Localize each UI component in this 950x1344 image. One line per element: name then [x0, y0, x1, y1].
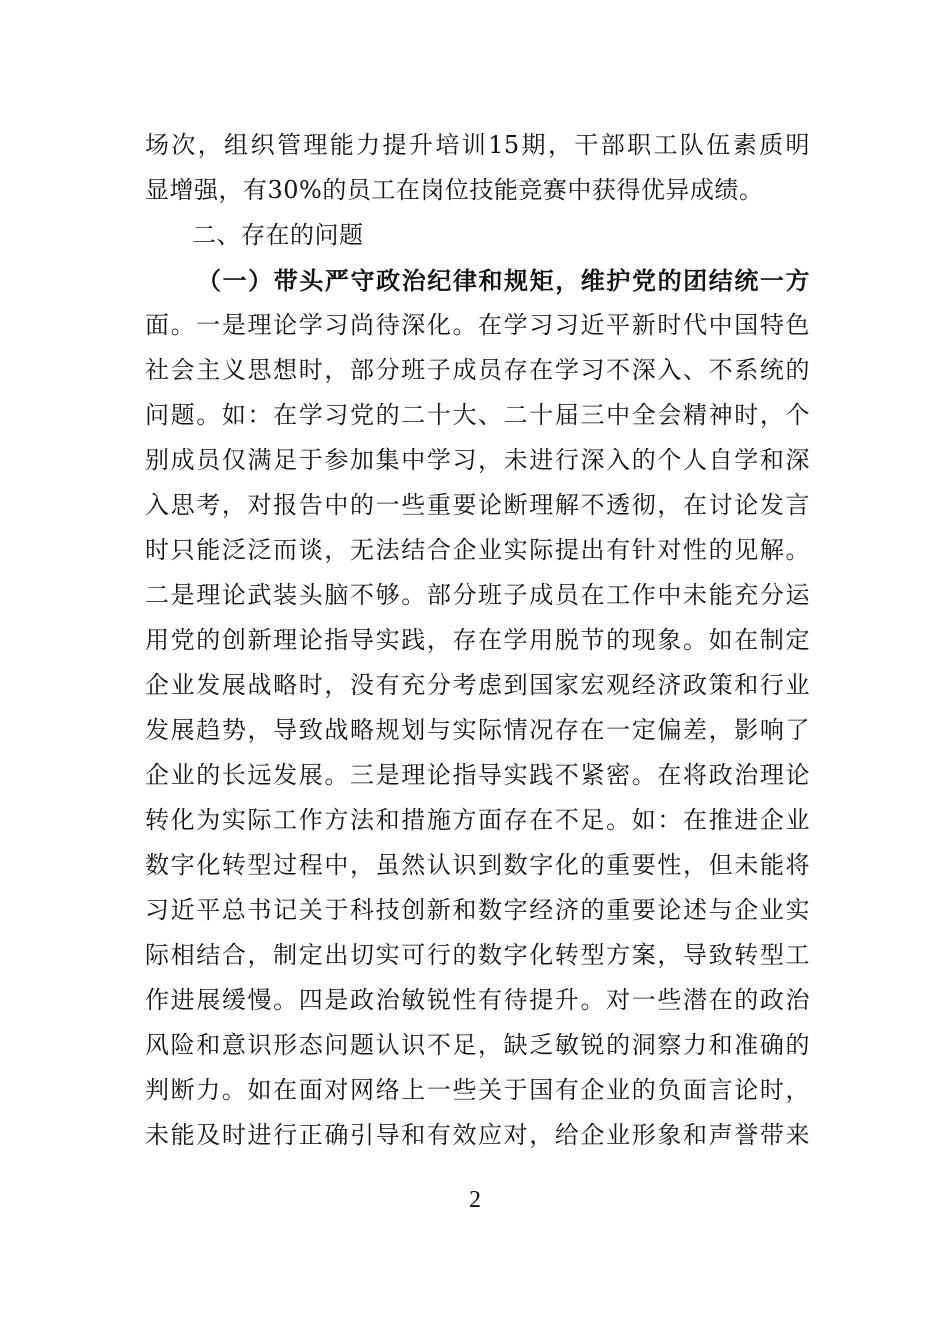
text-line: 入思考，对报告中的一些重要论断理解不透彻，在讨论发言 — [145, 491, 810, 519]
text-line: 习近平总书记关于科技创新和数字经济的重要论述与企业实 — [145, 896, 810, 924]
text-line: 转化为实际工作方法和措施方面存在不足。如：在推进企业 — [145, 806, 810, 834]
text-line: 企业的长远发展。三是理论指导实践不紧密。在将政治理论 — [145, 761, 810, 789]
text-line: 发展趋势，导致战略规划与实际情况存在一定偏差，影响了 — [145, 716, 810, 744]
text-line: 面。一是理论学习尚待深化。在学习习近平新时代中国特色 — [145, 311, 810, 339]
text-line: 际相结合，制定出切实可行的数字化转型方案，导致转型工 — [145, 941, 810, 969]
text-line: 时只能泛泛而谈，无法结合企业实际提出有针对性的见解。 — [145, 536, 810, 564]
text-line: 显增强，有30%的员工在岗位技能竞赛中获得优异成绩。 — [145, 176, 764, 204]
text-line: 问题。如：在学习党的二十大、二十届三中全会精神时，个 — [145, 401, 810, 429]
section-heading: 二、存在的问题 — [192, 221, 364, 249]
text-line: 别成员仅满足于参加集中学习，未进行深入的个人自学和深 — [145, 446, 810, 474]
text-line: 判断力。如在面对网络上一些关于国有企业的负面言论时， — [145, 1076, 810, 1104]
text-line: 二是理论武装头脑不够。部分班子成员在工作中未能充分运 — [145, 581, 810, 609]
page-number: 2 — [469, 1187, 481, 1213]
document-body — [145, 123, 810, 1158]
subsection-title: （一）带头严守政治纪律和规矩，维护党的团结统一方 — [197, 266, 810, 295]
text-line: 企业发展战略时，没有充分考虑到国家宏观经济政策和行业 — [145, 671, 810, 699]
text-line: 场次，组织管理能力提升培训15期，干部职工队伍素质明 — [145, 131, 810, 159]
text-line: 社会主义思想时，部分班子成员存在学习不深入、不系统的 — [145, 356, 810, 384]
text-line: 数字化转型过程中，虽然认识到数字化的重要性，但未能将 — [145, 851, 810, 879]
text-line: 用党的创新理论指导实践，存在学用脱节的现象。如在制定 — [145, 626, 810, 654]
text-line: 风险和意识形态问题认识不足，缺乏敏锐的洞察力和准确的 — [145, 1031, 810, 1059]
text-line: 未能及时进行正确引导和有效应对，给企业形象和声誉带来 — [145, 1121, 810, 1149]
text-line: 作进展缓慢。四是政治敏锐性有待提升。对一些潜在的政治 — [145, 986, 810, 1014]
